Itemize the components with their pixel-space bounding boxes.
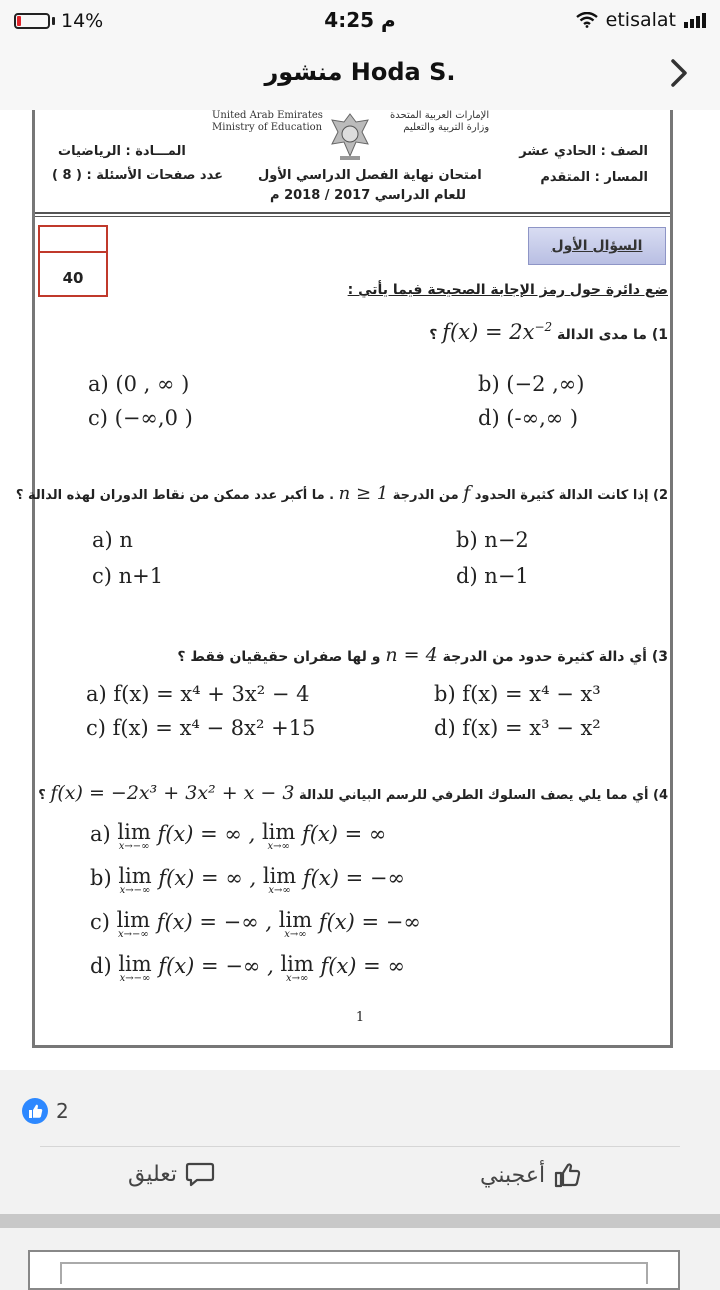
clock: 4:25 م — [324, 8, 396, 32]
q1-option-b: b) (−2 ,∞) — [478, 372, 585, 396]
page-number: 1 — [355, 1010, 365, 1025]
q3-option-a: a) f(x) = x⁴ + 3x² − 4 — [86, 682, 310, 706]
instructions: ضع دائرة حول رمز الإجابة الصحيحة فيما يأتي : — [347, 282, 668, 298]
exam-year: للعام الدراسي 2017 / 2018 م — [270, 188, 466, 203]
wifi-icon — [576, 12, 598, 28]
page-title: منشور Hoda S. — [264, 58, 456, 86]
grade-label: الصف : الحادي عشر — [519, 144, 648, 159]
score-box — [38, 225, 108, 297]
ministry-name-en: United Arab Emirates Ministry of Education — [212, 110, 323, 133]
next-post-preview[interactable] — [28, 1250, 680, 1290]
q3-option-b: b) f(x) = x⁴ − x³ — [434, 682, 601, 706]
like-label: أعجبني — [480, 1162, 546, 1188]
score-value: 40 — [62, 269, 84, 287]
emblem-icon — [326, 110, 374, 162]
question-2: 2) إذا كانت الدالة كثيرة الحدود f من الدرجة n ≥ 1 . ما أكبر عدد ممكن من نقاط الدوران لهذه الدالة ؟ — [15, 482, 668, 504]
header-divider — [35, 212, 670, 214]
carrier-name: etisalat — [605, 9, 676, 31]
carrier-info — [576, 9, 706, 31]
question-4: 4) أي مما يلي يصف السلوك الطرفي للرسم البياني للدالة f(x) = −2x³ + 3x² + x − 3 ؟ — [38, 782, 668, 804]
status-bar — [0, 0, 720, 40]
q1-option-d: d) (-∞,∞ ) — [478, 406, 579, 430]
pages-count: عدد صفحات الأسئلة : ( 8 ) — [52, 168, 223, 183]
q2-option-a: a) n — [92, 528, 133, 552]
q2-option-d: d) n−1 — [456, 564, 529, 588]
signal-icon — [684, 12, 706, 28]
like-reaction-icon — [22, 1098, 48, 1124]
q4-option-d: d) lim x→−∞ f(x) = −∞ , lim x→∞ f(x) = ∞ — [90, 952, 405, 984]
q3-option-d: d) f(x) = x³ − x² — [434, 716, 601, 740]
comment-button[interactable] — [128, 1160, 215, 1188]
post-image[interactable] — [0, 110, 720, 1070]
question-3: 3) أي دالة كثيرة حدود من الدرجة n = 4 و لها صفران حقيقيان فقط ؟ — [177, 644, 668, 666]
chevron-right-icon[interactable] — [662, 56, 696, 90]
section-title: السؤال الأول — [528, 227, 666, 265]
thumbs-up-icon — [553, 1160, 583, 1190]
track-label: المسار : المتقدم — [540, 170, 648, 185]
comment-icon — [185, 1160, 215, 1188]
q2-option-b: b) n−2 — [456, 528, 529, 552]
reaction-count: 2 — [56, 1099, 69, 1123]
comment-label: تعليق — [128, 1161, 178, 1187]
q1-option-a: a) (0 , ∞ ) — [88, 372, 190, 396]
exam-title: امتحان نهاية الفصل الدراسي الأول — [258, 168, 482, 183]
reaction-summary[interactable] — [22, 1098, 69, 1124]
q4-option-c: c) lim x→−∞ f(x) = −∞ , lim x→∞ f(x) = −∞ — [90, 908, 421, 940]
feed-separator — [0, 1214, 720, 1228]
battery-level: 14% — [61, 10, 104, 32]
nav-bar — [0, 40, 720, 111]
q3-option-c: c) f(x) = x⁴ − 8x² +15 — [86, 716, 316, 740]
q2-option-c: c) n+1 — [92, 564, 164, 588]
ministry-name-ar: الإمارات العربية المتحدة وزارة التربية والتعليم — [390, 110, 490, 133]
like-button[interactable] — [480, 1160, 583, 1190]
subject-label: المـــادة : الرياضيات — [58, 144, 186, 159]
divider — [40, 1146, 680, 1147]
q4-option-b: b) lim x→−∞ f(x) = ∞ , lim x→∞ f(x) = −∞ — [90, 864, 405, 896]
q1-option-c: c) (−∞,0 ) — [88, 406, 193, 430]
q4-option-a: a) lim x→−∞ f(x) = ∞ , lim x→∞ f(x) = ∞ — [90, 820, 387, 852]
question-1: 1) ما مدى الدالة $f(x) = 2x^{-2}$ ؟ — [429, 320, 668, 344]
